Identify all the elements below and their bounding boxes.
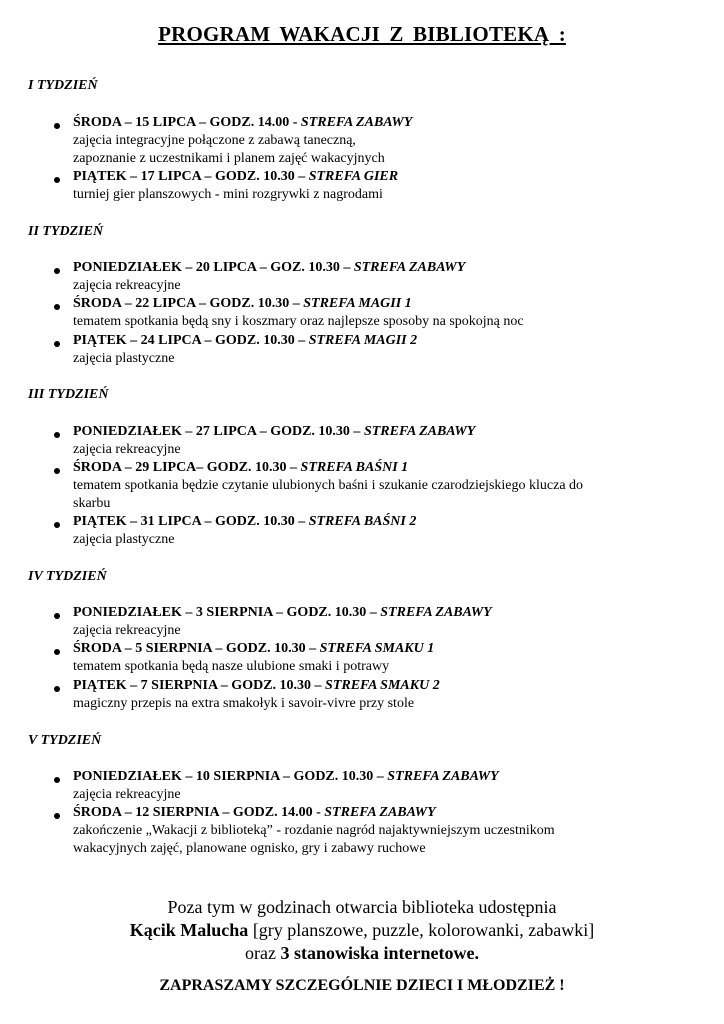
corner-details: [gry planszowe, puzzle, kolorowanki, zabawki] [248,920,595,940]
event-zone: STREFA MAGII 2 [308,333,418,348]
footer-line-2 [0,919,724,941]
event-heading: PIĄTEK – 31 LIPCA – GODZ. 10.30 – [73,514,309,529]
bullet-icon [54,522,60,528]
event-zone: STREFA BAŚNI 1 [300,460,409,475]
bullet-icon [54,613,60,619]
event-zone: STREFA ZABAWY [380,605,492,620]
event-item [73,114,693,168]
page-title: PROGRAM WAKACJI Z BIBLIOTEKĄ : [158,22,566,46]
event-item [73,459,693,513]
bullet-icon [54,686,60,692]
bullet-icon [54,813,60,819]
internet-stations: 3 stanowiska internetowe. [280,943,479,963]
event-heading: PONIEDZIAŁEK – 20 LIPCA – GOZ. 10.30 – [73,260,354,275]
bullet-icon [54,268,60,274]
event-zone: STREFA ZABAWY [324,805,436,820]
bullet-icon [54,123,60,129]
event-zone: STREFA SMAKU 1 [319,641,435,656]
event-description: zajęcia plastyczne [73,532,175,547]
event-zone: STREFA ZABAWY [387,769,499,784]
event-heading: PIĄTEK – 7 SIERPNIA – GODZ. 10.30 – [73,678,326,693]
bullet-icon [54,649,60,655]
bullet-icon [54,177,60,183]
event-heading: PONIEDZIAŁEK – 27 LIPCA – GODZ. 10.30 – [73,424,364,439]
event-description: zapoznanie z uczestnikami i planem zajęć wakacyjnych [73,151,385,166]
event-heading: PIĄTEK – 24 LIPCA – GODZ. 10.30 – [73,333,309,348]
event-description: zajęcia plastyczne [73,351,175,366]
event-heading: PONIEDZIAŁEK – 10 SIERPNIA – GODZ. 10.30 – [73,769,388,784]
footer-line-3 [0,942,724,964]
bullet-icon [54,468,60,474]
event-description: wakacyjnych zajęć, planowane ognisko, gry i zabawy ruchowe [73,841,426,856]
event-description: tematem spotkania będą nasze ulubione smaki i potrawy [73,659,390,674]
event-description: zakończenie „Wakacji z biblioteką” - rozdanie nagród najaktywniejszym uczestnikom [73,823,555,838]
event-heading: PIĄTEK – 17 LIPCA – GODZ. 10.30 – [73,169,309,184]
event-heading: ŚRODA – 12 SIERPNIA – GODZ. 14.00 - [73,805,325,820]
event-zone: STREFA MAGII 1 [303,296,412,311]
event-item [73,804,693,858]
event-description: turniej gier planszowych - mini rozgrywki z nagrodami [73,187,383,202]
event-description: zajęcia rekreacyjne [73,787,181,802]
event-item [73,513,693,549]
event-zone: STREFA ZABAWY [300,115,413,130]
event-heading: PONIEDZIAŁEK – 3 SIERPNIA – GODZ. 10.30 – [73,605,381,620]
bullet-icon [54,432,60,438]
footer-line-1: Poza tym w godzinach otwarcia biblioteka udostępnia [167,897,557,917]
event-zone: STREFA GIER [308,169,399,184]
event-item [73,295,693,331]
week-label: IV TYDZIEŃ [28,569,107,584]
event-description: tematem spotkania będą sny i koszmary oraz najlepsze sposoby na spokojną noc [73,314,524,329]
week-label: I TYDZIEŃ [28,78,98,93]
event-heading: ŚRODA – 22 LIPCA – GODZ. 10.30 – [73,296,304,311]
event-zone: STREFA SMAKU 2 [325,678,440,693]
event-item [73,640,693,676]
event-description: zajęcia integracyjne połączone z zabawą taneczną, [73,133,356,148]
event-item [73,604,693,640]
event-item [73,768,693,804]
event-description: zajęcia rekreacyjne [73,442,181,457]
bullet-icon [54,777,60,783]
week-label: III TYDZIEŃ [28,387,109,402]
event-zone: STREFA BAŚNI 2 [308,514,417,529]
event-item [73,677,693,713]
event-description: zajęcia rekreacyjne [73,623,181,638]
event-item [73,168,693,204]
event-heading: ŚRODA – 5 SIERPNIA – GODZ. 10.30 – [73,641,320,656]
event-description: tematem spotkania będzie czytanie ulubionych baśni i szukanie czarodziejskiego klucza do [73,478,584,493]
event-zone: STREFA ZABAWY [363,424,476,439]
week-label: V TYDZIEŃ [28,733,102,748]
event-description: zajęcia rekreacyjne [73,278,181,293]
week-label: II TYDZIEŃ [28,224,104,239]
invitation-text: ZAPRASZAMY SZCZEGÓLNIE DZIECI I MŁODZIEŻ ! [159,977,565,994]
event-description: skarbu [73,496,111,511]
event-heading: ŚRODA – 29 LIPCA– GODZ. 10.30 – [73,460,301,475]
corner-name: Kącik Malucha [129,920,249,940]
event-description: magiczny przepis na extra smakołyk i savoir-vivre przy stole [73,696,415,711]
event-zone: STREFA ZABAWY [353,260,466,275]
footer-prefix: oraz [245,943,281,963]
event-item [73,332,693,368]
event-item [73,423,693,459]
bullet-icon [54,304,60,310]
event-item [73,259,693,295]
bullet-icon [54,341,60,347]
event-heading: ŚRODA – 15 LIPCA – GODZ. 14.00 - [73,115,301,130]
